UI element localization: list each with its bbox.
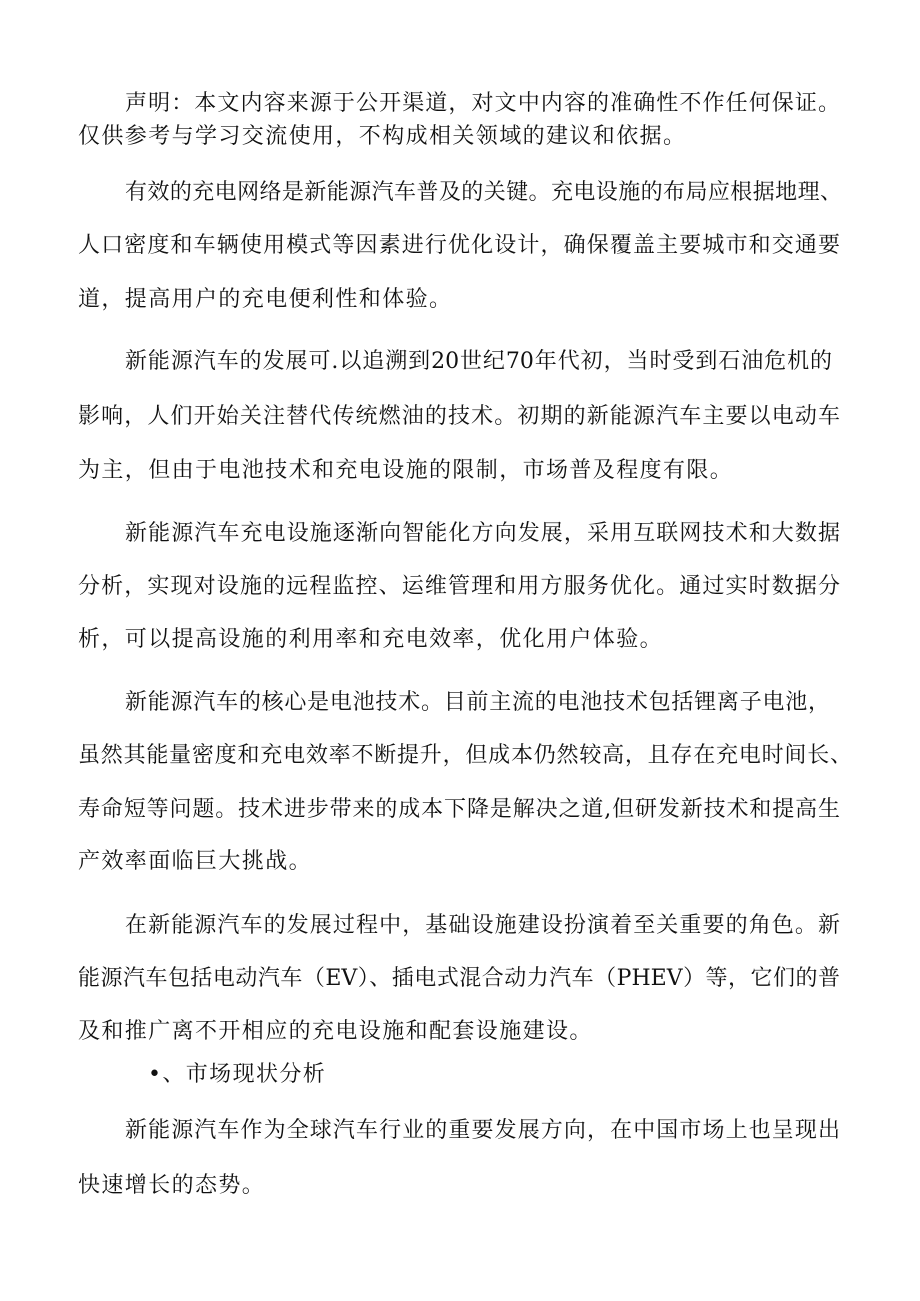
paragraph-line: 新能源汽车的核心是电池技术。目前主流的电池技术包括锂离子电池， <box>125 690 830 715</box>
section-heading: •、市场现状分析 <box>148 1062 327 1087</box>
paragraph-line: 影响，人们开始关注替代传统燃油的技术。初期的新能源汽车主要以电动车 <box>78 404 840 429</box>
paragraph-line: 分析，实现对设施的远程监控、运维管理和用方服务优化。通过实时数据分 <box>78 574 840 599</box>
paragraph-line: 道，提高用户的充电便利性和体验。 <box>78 287 453 312</box>
paragraph-line: 产效率面临巨大挑战。 <box>78 849 313 874</box>
paragraph-line: 为主，但由于电池技术和充电设施的限制，市场普及程度有限。 <box>78 458 734 483</box>
paragraph-line: 寿命短等问题。技术进步带来的成本下降是解决之道,但研发新技术和提高生 <box>78 797 840 822</box>
paragraph-line: 新能源汽车的发展可.以追溯到20世纪70年代初，当时受到石油危机的 <box>125 349 832 374</box>
paragraph-line: 能源汽车包括电动汽车（EV）、插电式混合动力汽车（PHEV）等，它们的普 <box>78 966 840 991</box>
paragraph-line: 析，可以提高设施的利用率和充电效率，优化用户体验。 <box>78 627 664 652</box>
paragraph-line: 在新能源汽车的发展过程中，基础设施建设扮演着至关重要的角色。新 <box>125 913 840 938</box>
paragraph-line: 人口密度和车辆使用模式等因素进行优化设计，确保覆盖主要城市和交通要 <box>78 233 840 258</box>
paragraph-line: 仅供参考与学习交流使用，不构成相关领域的建议和依据。 <box>78 124 687 149</box>
paragraph-line: 有效的充电网络是新能源汽车普及的关键。充电设施的布局应根据地理、 <box>125 180 842 205</box>
paragraph-line: 声明：本文内容来源于公开渠道，对文中内容的准确性不作任何保证。 <box>125 91 840 116</box>
paragraph-line: 快速增长的态势。 <box>78 1173 266 1198</box>
paragraph-line: 及和推广离不开相应的充电设施和配套设施建设。 <box>78 1019 593 1044</box>
paragraph-line: 新能源汽车作为全球汽车行业的重要发展方向，在中国市场上也呈现出 <box>125 1118 840 1143</box>
paragraph-line: 新能源汽车充电设施逐渐向智能化方向发展，采用互联网技术和大数据 <box>125 521 840 546</box>
paragraph-line: 虽然其能量密度和充电效率不断提升，但成本仍然较高，且存在充电时间长、 <box>78 743 852 768</box>
